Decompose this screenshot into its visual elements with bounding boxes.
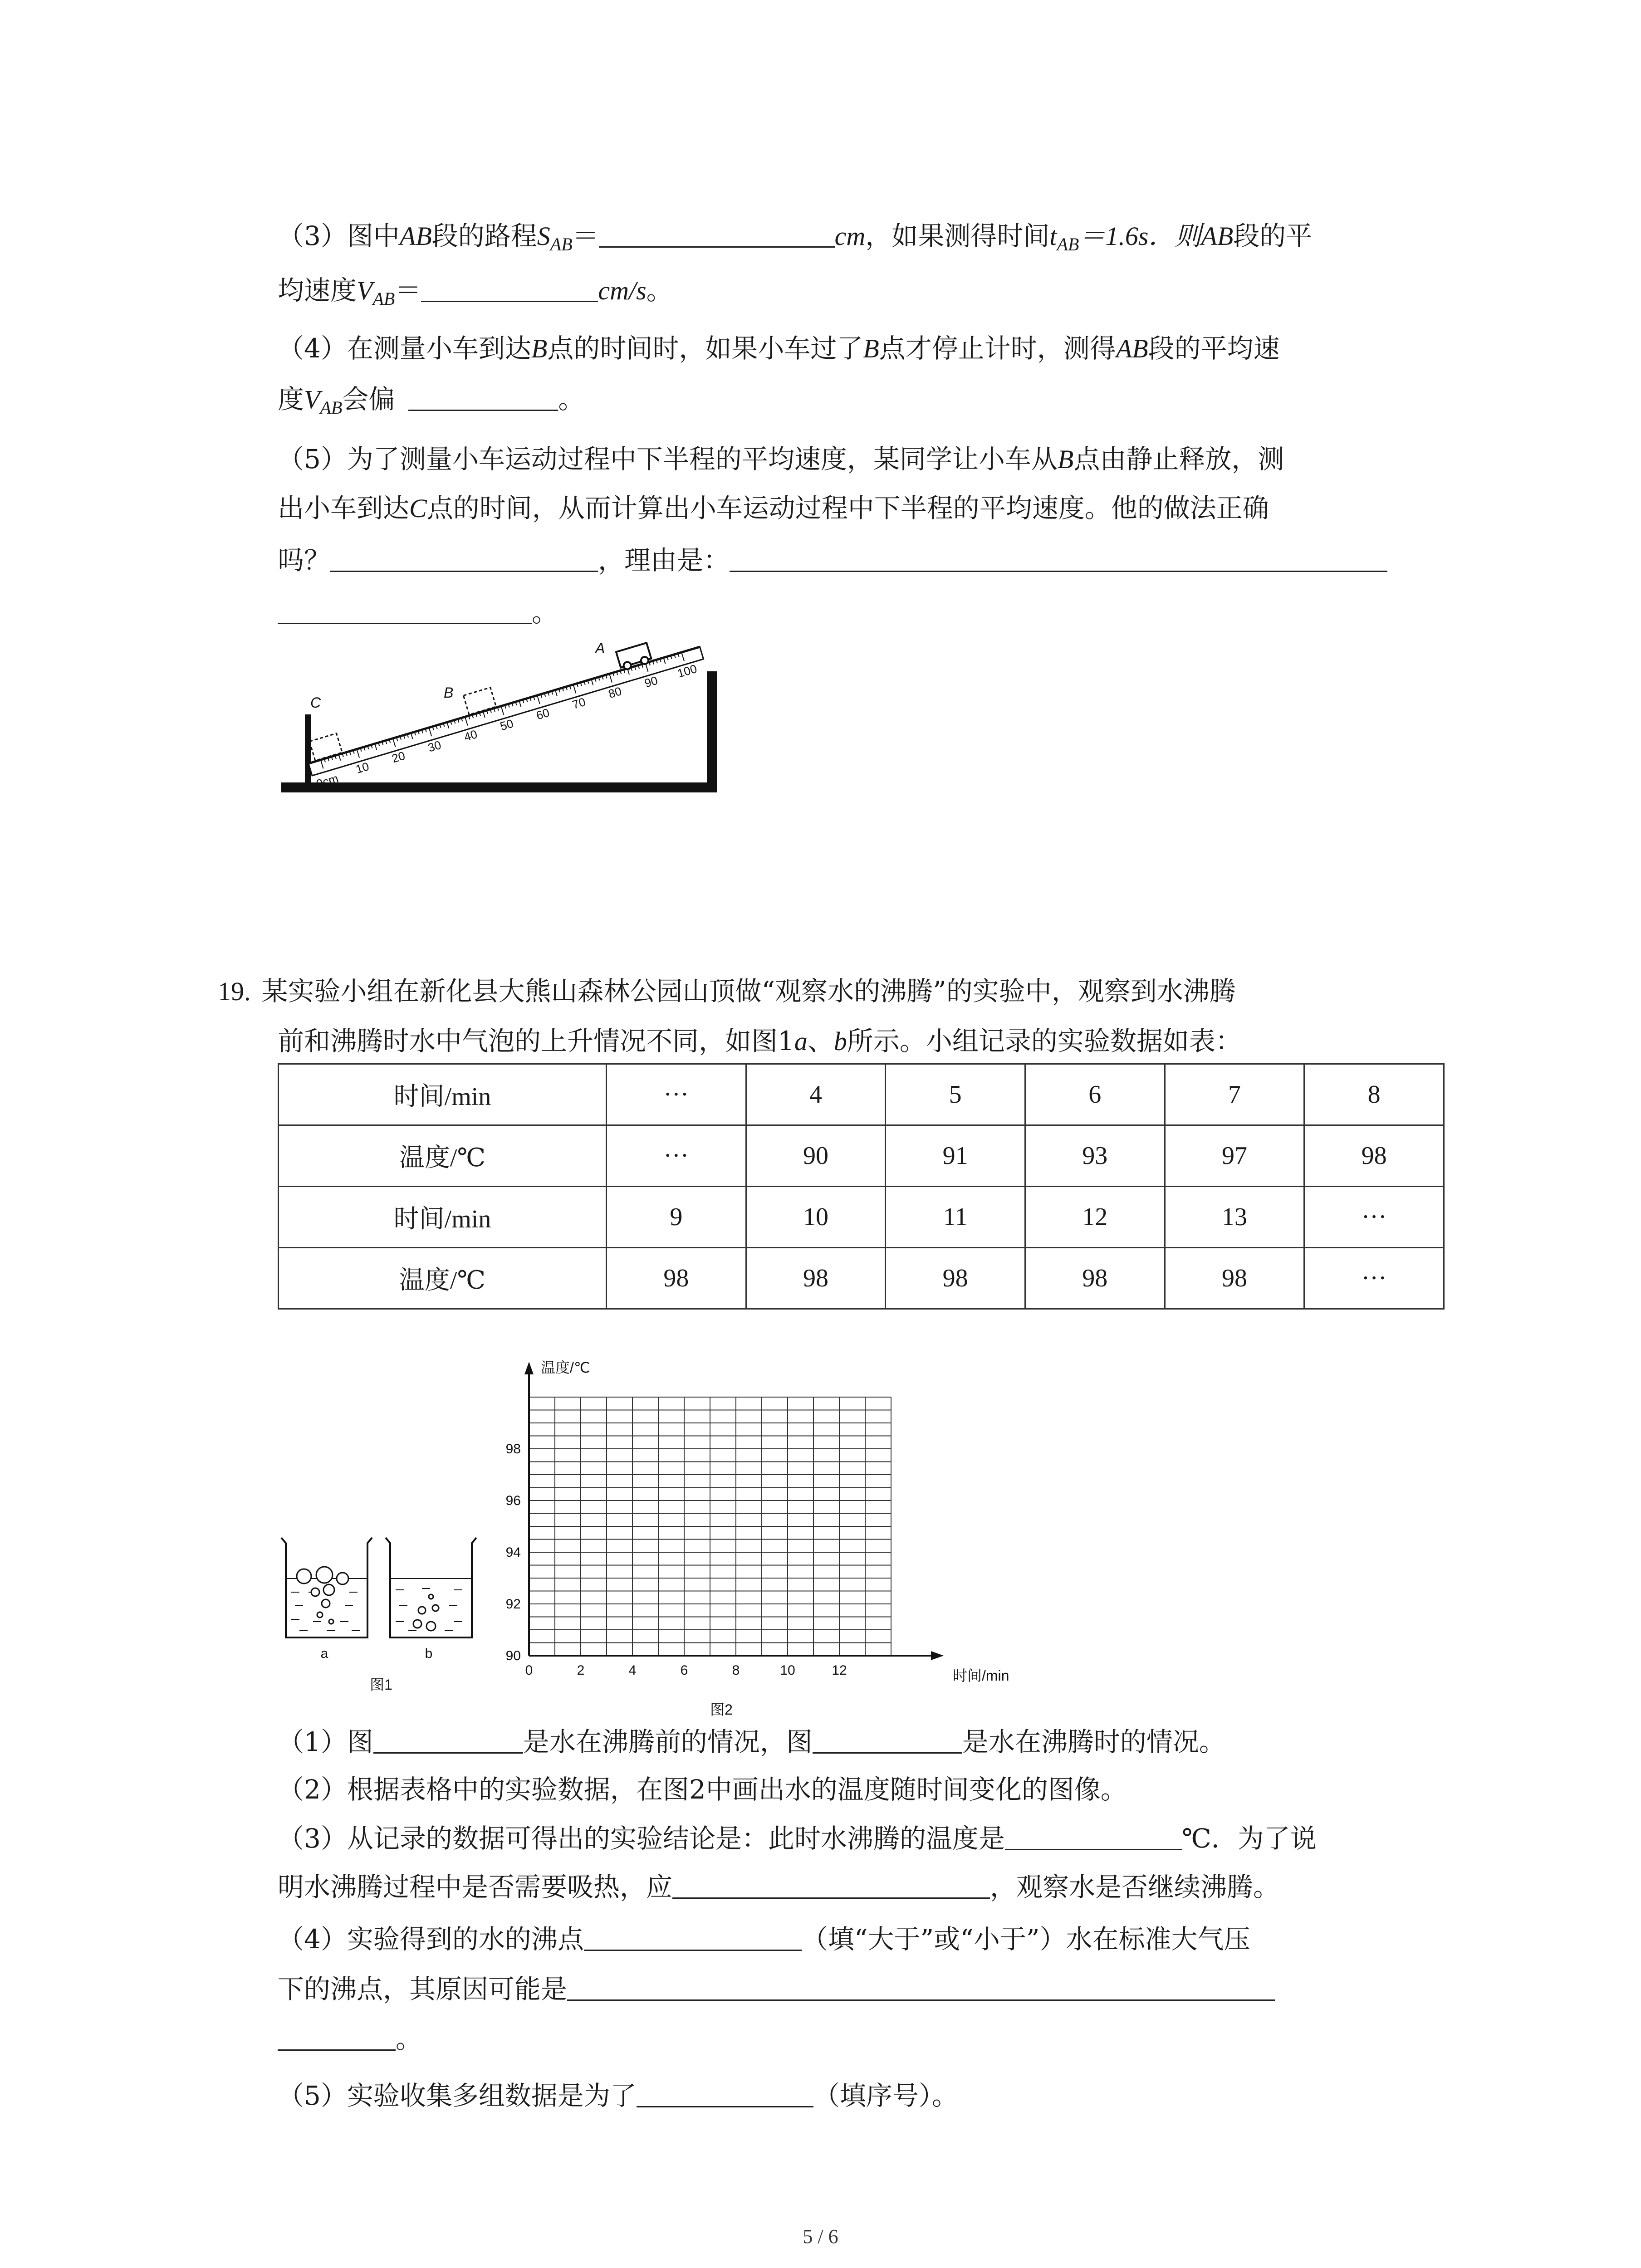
- answer-blank-cause-cont[interactable]: [278, 2024, 396, 2051]
- table-cell: 6: [1025, 1064, 1165, 1125]
- x-tick-labels: [525, 1663, 847, 1678]
- table-cell: ···: [1304, 1187, 1444, 1248]
- ruler-tick-label: 30: [426, 738, 443, 755]
- ruler-tick-label: 100: [676, 661, 699, 680]
- table-cell: 时间/min: [279, 1064, 607, 1125]
- q19-intro-line2: 前和沸腾时水中气泡的上升情况不同，如图1a、b所示。小组记录的实验数据如表：: [278, 1026, 1242, 1056]
- q18-part3-line2: 均速度$V_{AB}= cm/s$。: [278, 275, 673, 309]
- graph-grid: [529, 1397, 891, 1656]
- answer-blank-vab[interactable]: [421, 275, 598, 302]
- x-tick-label: 12: [832, 1663, 847, 1678]
- table-row: [279, 1187, 1444, 1248]
- x-tick-label: 8: [732, 1663, 740, 1678]
- figure2-caption: 图2: [710, 1701, 733, 1718]
- y-tick-label: 92: [505, 1597, 521, 1612]
- answer-blank-correct[interactable]: [330, 545, 598, 572]
- label-b: B: [444, 684, 454, 701]
- base-platform: [281, 782, 717, 792]
- q19-intro-line1: 19. 某实验小组在新化县大熊山森林公园山顶做“观察水的沸腾”的实验中，观察到水沸腾: [218, 976, 1236, 1007]
- table-row: [279, 1248, 1444, 1309]
- x-axis-arrow: [931, 1651, 944, 1660]
- beaker-a: [281, 1538, 372, 1637]
- ruler-tick-label: 80: [607, 684, 623, 701]
- answer-blank-before[interactable]: [373, 1727, 523, 1754]
- y-tick-label: 96: [505, 1493, 521, 1508]
- q19-part3-line1: （3）从记录的数据可得出的实验结论是：此时水沸腾的温度是 ℃．为了说: [278, 1823, 1317, 1854]
- q18-part5-line3: 吗？ ，理由是：: [278, 542, 1387, 578]
- table-cell: 温度/℃: [279, 1248, 607, 1309]
- beakers-figure: [272, 1533, 490, 1715]
- table-cell: ···: [1304, 1248, 1444, 1309]
- temperature-grid-graph: [499, 1356, 1043, 1728]
- table-cell: 时间/min: [279, 1187, 607, 1248]
- y-tick-label: 94: [505, 1545, 521, 1560]
- y-tick-label: 90: [505, 1648, 521, 1663]
- stopper-block: [305, 714, 311, 782]
- answer-blank-compare[interactable]: [584, 1924, 802, 1951]
- table-cell: 93: [1025, 1125, 1165, 1187]
- table-cell: 97: [1165, 1125, 1304, 1187]
- ruler-unit-label: 0cm: [314, 771, 340, 791]
- answer-blank-purpose[interactable]: [637, 2081, 813, 2107]
- q18-part4-line2: 度$V_{AB}$会偏 。: [278, 384, 585, 418]
- table-cell: 98: [1165, 1248, 1304, 1309]
- table-cell: 91: [886, 1125, 1025, 1187]
- table-cell: 9: [607, 1187, 746, 1248]
- x-tick-label: 6: [680, 1663, 688, 1678]
- x-tick-label: 2: [577, 1663, 585, 1678]
- ruler-body: [309, 647, 703, 776]
- table-cell: 98: [607, 1248, 746, 1309]
- q18-part3-line1: （3）图中AB段的路程$S_{AB}=$ cm，如果测得时间$t_{AB}=1.6s$．则AB段的平: [278, 220, 1313, 254]
- q19-part5: （5）实验收集多组数据是为了 （填序号）。: [278, 2080, 958, 2111]
- table-cell: ···: [607, 1125, 746, 1187]
- table-cell: 90: [746, 1125, 886, 1187]
- ruler-tick-label: 60: [534, 705, 551, 723]
- ruler-tick-label: 20: [390, 748, 407, 766]
- q19-part2: （2）根据表格中的实验数据，在图2中画出水的温度随时间变化的图像。: [278, 1774, 1127, 1805]
- table-row: [279, 1064, 1444, 1125]
- table-cell: 8: [1304, 1064, 1444, 1125]
- table-cell: 12: [1025, 1187, 1165, 1248]
- data-table: [278, 1063, 1445, 1310]
- y-axis-label: 温度/℃: [541, 1359, 590, 1376]
- figure1-caption: 图1: [370, 1677, 392, 1693]
- q19-part4-line3: 。: [278, 2021, 422, 2057]
- table-cell: 温度/℃: [279, 1125, 607, 1187]
- y-tick-labels: [506, 1442, 521, 1663]
- answer-blank-reason[interactable]: [730, 545, 1387, 572]
- x-tick-label: 4: [628, 1663, 637, 1678]
- table-row: [279, 1125, 1444, 1187]
- table-cell: 98: [1304, 1125, 1444, 1187]
- table-cell: 98: [746, 1248, 886, 1309]
- ruler-tick-label: 90: [642, 673, 660, 690]
- label-a: A: [595, 640, 605, 656]
- x-axis-label: 时间/min: [953, 1667, 1009, 1684]
- ruler-tick-label: 50: [498, 716, 515, 733]
- ruler-tick-label: 40: [462, 727, 479, 744]
- q19-part4-line1: （4）实验得到的水的沸点 （填“大于”或“小于”）水在标准大气压: [278, 1924, 1250, 1955]
- x-tick-label: 0: [525, 1663, 533, 1678]
- beaker-b: [386, 1538, 476, 1637]
- table-cell: 13: [1165, 1187, 1304, 1248]
- table-cell: 4: [746, 1064, 886, 1125]
- q18-part5-line4: 。: [278, 594, 558, 631]
- label-c: C: [310, 694, 321, 711]
- q19-part4-line2: 下的沸点，其原因可能是: [278, 1971, 1275, 2007]
- y-tick-label: 98: [505, 1442, 521, 1457]
- q18-part5-line2: 出小车到达C点的时间，从而计算出小车运动过程中下半程的平均速度。他的做法正确: [278, 493, 1269, 523]
- answer-blank-reason-cont[interactable]: [278, 597, 532, 624]
- q18-part5-line1: （5）为了测量小车运动过程中下半程的平均速度，某同学让小车从B点由静止释放，测: [278, 444, 1284, 474]
- q19-part1: （1）图 是水在沸腾前的情况，图 是水在沸腾时的情况。: [278, 1726, 1225, 1757]
- answer-blank-bias[interactable]: [408, 384, 558, 411]
- ruler-tick-label: 70: [570, 694, 588, 712]
- page-number: 5 / 6: [803, 2225, 838, 2248]
- x-tick-label: 10: [780, 1663, 795, 1678]
- beaker-label-b: b: [425, 1646, 433, 1661]
- table-cell: 98: [1025, 1248, 1165, 1309]
- table-cell: 7: [1165, 1064, 1304, 1125]
- ruler-tick-label: 10: [354, 759, 371, 777]
- q19-part3-line2: 明水沸腾过程中是否需要吸热，应 ，观察水是否继续沸腾。: [278, 1872, 1280, 1902]
- answer-blank-during[interactable]: [813, 1727, 962, 1754]
- answer-blank-boiling-temp[interactable]: [1005, 1823, 1182, 1850]
- beaker-label-a: a: [320, 1646, 328, 1661]
- table-cell: 10: [746, 1187, 886, 1248]
- table-cell: 5: [886, 1064, 1025, 1125]
- vertical-support: [707, 671, 717, 792]
- answer-blank-method[interactable]: [672, 1872, 990, 1899]
- q18-part4-line1: （4）在测量小车到达B点的时间时，如果小车过了B点才停止计时，测得AB段的平均速: [278, 333, 1280, 364]
- table-cell: 11: [886, 1187, 1025, 1248]
- answer-blank-sab[interactable]: [599, 221, 835, 248]
- table-cell: ···: [607, 1064, 746, 1125]
- table-cell: 98: [886, 1248, 1025, 1309]
- incline-ruler-figure: [272, 621, 726, 803]
- answer-blank-cause[interactable]: [567, 1974, 1275, 2001]
- y-axis-arrow: [524, 1362, 534, 1374]
